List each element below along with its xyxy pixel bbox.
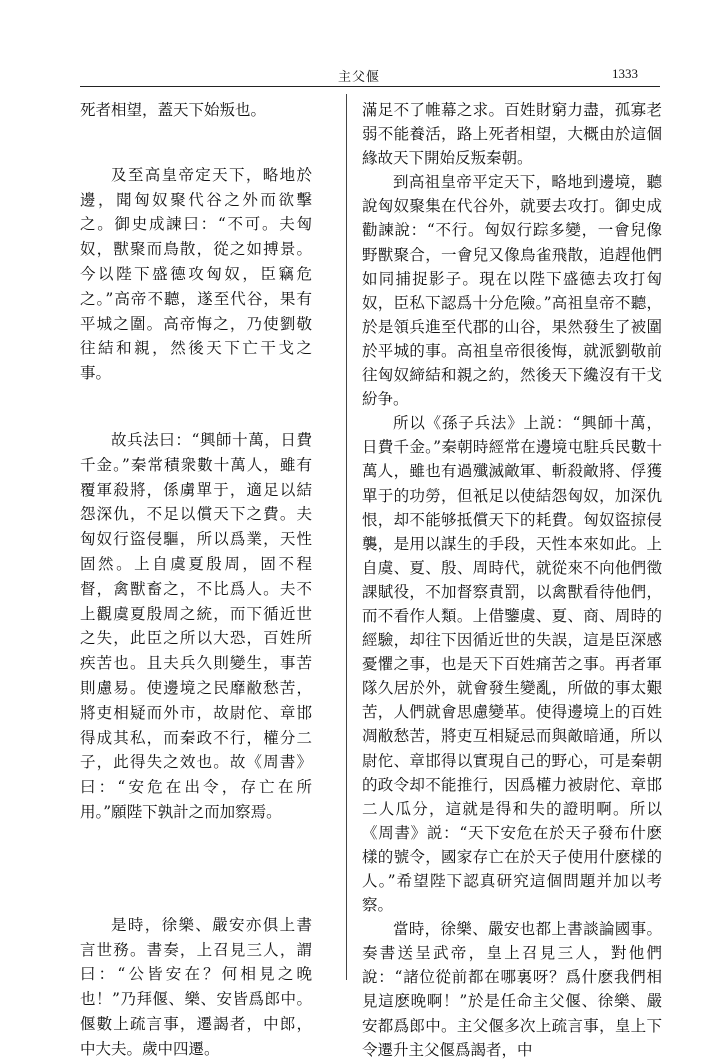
translation-column [362,98,662,1062]
column-divider [346,94,347,980]
page-number: 1333 [612,66,638,81]
original-paragraph-3: 故兵法曰：“興師十萬，日費千金。”秦常積衆數十萬人，雖有覆軍殺將，係虜單于，適足以結怨深仇，不足以償天下之費。夫匈奴行盜侵驅，所以爲業，天性固然。上自虞夏殷周，固不程督，禽獸畜之，不比爲人。夫不上觀虞夏殷周之統，而下循近世之失，此臣之所以大恐，百姓所疾苦也。且夫兵久則變生，事苦則慮易。使邊境之民靡敝愁苦，將吏相疑而外市，故尉佗、章邯得成其私，而秦政不行，權分二子，此得失之效也。故《周書》曰：“安危在出令，存亡在所用。”願陛下孰計之而加察焉。 [80,430,312,821]
original-text-column [80,98,312,1062]
translation-paragraph-4: 當時，徐樂、嚴安也都上書談論國事。奏書送呈武帝，皇上召見三人，對他們說：“諸位從前都在哪裏呀？爲什麽我們相見這麽晚啊！”於是任命主父偃、徐樂、嚴安都爲郎中。主父偃多次上疏言事，皇上下令遷升主父偃爲謁者，中 [362,920,662,1059]
header-rule [80,86,660,87]
original-paragraph-2: 及至高皇帝定天下，略地於邊，聞匈奴聚代谷之外而欲擊之。御史成諫曰：“不可。夫匈奴，獸聚而鳥散，從之如搏景。今以陛下盛德攻匈奴，臣竊危之。”高帝不聽，遂至代谷，果有平城之圍。高帝悔之，乃使劉敬往結和親，然後天下亡干戈之事。 [80,165,312,383]
original-paragraph-4: 是時，徐樂、嚴安亦俱上書言世務。書奏，上召見三人，謂曰：“公皆安在？何相見之晚也！”乃拜偃、樂、安皆爲郎中。偃數上疏言事，遷謁者，中郎，中大夫。歲中四遷。 [80,915,312,1058]
translation-paragraph-2: 到高祖皇帝平定天下，略地到邊境，聽說匈奴聚集在代谷外，就要去攻打。御史成勸諫說：“不行。匈奴行踪多變，一會兒像野獸聚合，一會兒又像鳥雀飛散，追趕他們如同捕捉影子。現在以陛下盛德去攻打匈奴，臣私下認爲十分危險。”高祖皇帝不聽，於是領兵進至代郡的山谷，果然發生了被圍於平城的事。高祖皇帝很後悔，就派劉敬前往匈奴締結和親之約，然後天下纔沒有干戈紛争。 [362,173,662,409]
translation-paragraph-3: 所以《孫子兵法》上説：“興師十萬，日費千金。”秦朝時經常在邊境屯駐兵民數十萬人，雖也有過殲滅敵軍、斬殺敵將、俘獲單于的功勞，但衹足以使結怨匈奴，加深仇恨，却不能够抵償天下的耗費。匈奴盜掠侵襲，是用以謀生的手段，天性本來如此。上自虞、夏、殷、周時代，就從來不向他們徵課賦役，不加督察責罰，以禽獸看待他們，而不看作人類。上借鑒虞、夏、商、周時的經驗，却往下因循近世的失誤，這是臣深感憂懼之事，也是天下百姓痛苦之事。再者軍隊久居於外，就會發生變亂，所做的事太艱苦，人們就會思慮變革。使得邊境上的百姓凋敝愁苦，將吏互相疑忌而與敵暗通，所以尉佗、章邯得以實現自己的野心，可是秦朝的政令却不能推行，因爲權力被尉佗、章邯二人瓜分，這就是得和失的證明啊。所以《周書》説：“天下安危在於天子發布什麽樣的號令，國家存亡在於天子使用什麽樣的人。”希望陛下認真研究這個問題并加以考察。 [362,414,662,915]
running-header-title: 主父偃 [338,70,381,85]
original-paragraph-1: 死者相望，蓋天下始叛也。 [80,101,267,119]
translation-paragraph-1: 滿足不了帷幕之求。百姓財窮力盡，孤寡老弱不能養活，路上死者相望，大概由於這個緣故天下開始反叛秦朝。 [362,101,662,168]
